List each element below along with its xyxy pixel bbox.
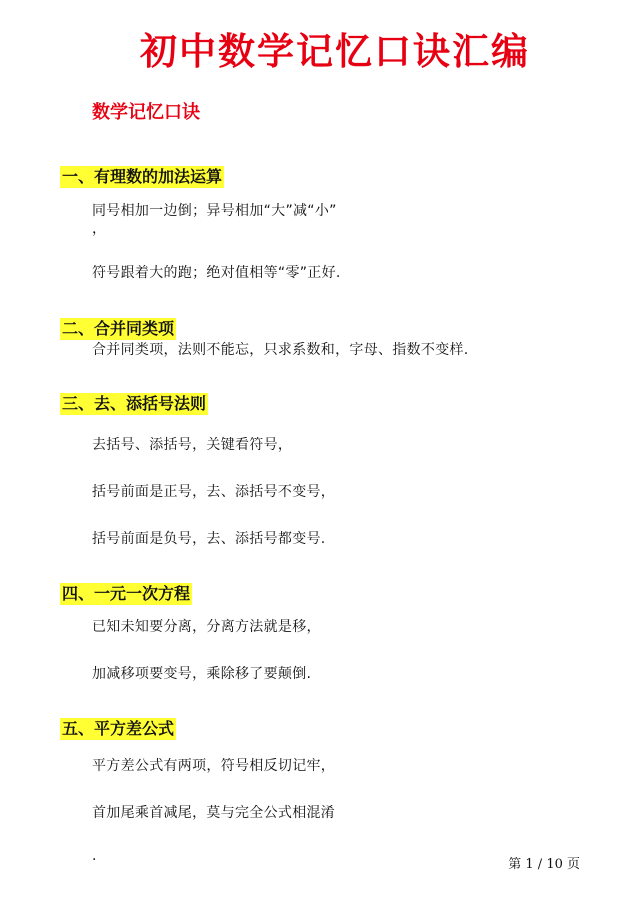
section-heading-2: 二、合并同类项 xyxy=(62,319,175,338)
document-title: 初中数学记忆口诀汇编 xyxy=(140,30,530,73)
section-1-line-2: ， xyxy=(92,221,107,237)
section-3-line-3: 括号前面是负号，去、添括号都变号. xyxy=(92,531,326,547)
section-4-line-1: 已知未知要分离，分离方法就是移， xyxy=(92,619,321,635)
section-4-line-2: 加减移项要变号，乘除移了要颠倒. xyxy=(92,666,312,682)
section-5-line-2: 首加尾乘首减尾，莫与完全公式相混淆 xyxy=(92,805,336,821)
page-indicator: 第 1 / 10 页 xyxy=(508,857,580,872)
section-heading-1: 一、有理数的加法运算 xyxy=(62,167,223,186)
section-5-line-1: 平方差公式有两项，符号相反切记牢， xyxy=(92,758,336,774)
section-5-line-3: . xyxy=(92,848,97,864)
section-heading-5: 五、平方差公式 xyxy=(62,719,175,738)
section-1-line-3: 符号跟着大的跑；绝对值相等“零”正好. xyxy=(92,265,341,281)
section-heading-3: 三、去、添括号法则 xyxy=(62,394,207,413)
section-heading-4: 四、一元一次方程 xyxy=(62,584,191,603)
section-3-line-2: 括号前面是正号，去、添括号不变号， xyxy=(92,484,336,500)
section-2-line-1: 合并同类项，法则不能忘，只求系数和，字母、指数不变样. xyxy=(92,342,469,358)
document-subtitle: 数学记忆口诀 xyxy=(92,102,200,123)
section-1-line-1: 同号相加一边倒；异号相加“大”减“小” xyxy=(92,203,337,219)
section-3-line-1: 去括号、添括号，关键看符号， xyxy=(92,437,293,453)
